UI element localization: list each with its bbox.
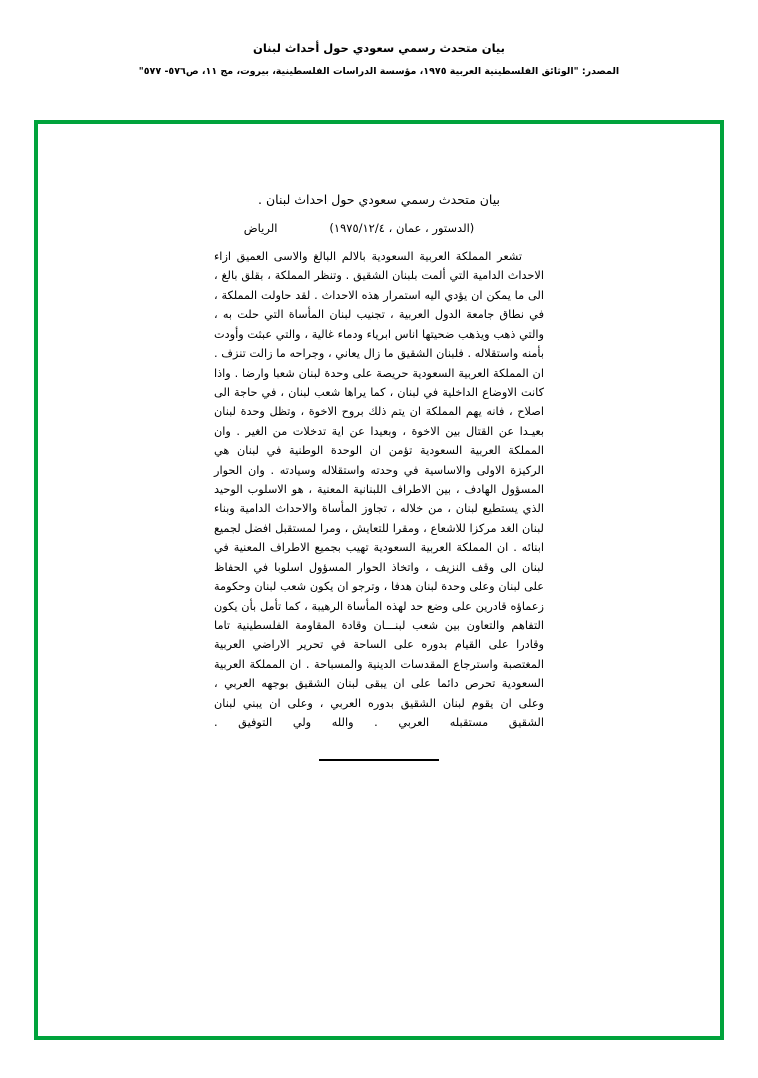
article-body [214, 247, 544, 733]
scanned-page-frame [34, 120, 724, 1040]
dateline [92, 221, 666, 235]
source-citation: المصدر: "الوثائق الفلسطينية العربية ١٩٧٥، مؤسسة الدراسات الفلسطينية، بيروت، مج ١١، ص٥٧٦- ٥٧٧" [138, 66, 620, 78]
footnote-spacer [92, 761, 666, 767]
dateline-place: الرياض [243, 221, 278, 235]
article-title: بيان متحدث رسمي سعودي حول احداث لبنان . [258, 192, 500, 207]
dateline-reference: (الدستور ، عمان ، ١٩٧٥/١٢/٤) [329, 221, 475, 235]
scanned-document-body [38, 124, 720, 1036]
body-paragraph: تشعر المملكة العربية السعودية بالالم البالغ والاسى العميق ازاء الاحداث الدامية التي ألمت بلبنان الشقيق . وتنظر المملكة ، بقلق بالغ ، الى ما يمكن ان يؤدي اليه استمرار هذه الاحداث . لقد حاولت المملكة ، في نطاق جامعة الدول العربية ، تجنيب لبنان المأساة التي حلت به ، والتي ذهب ويذهب ضحيتها اناس ابرياء ودماء غالية ، والتي عبثت وأودت بأمنه واستقلاله . فلبنان الشقيق ما زال يعاني ، وجراحه ما زالت تنزف . ان المملكة العربية السعودية حريصة على وحدة لبنان شعبا وارضا . واذا كانت الاوضاع الداخلية في لبنان ، كما يراها شعب لبنان ، في حاجة الى اصلاح ، فانه يهم المملكة ان يتم ذلك بروح الاخوة ، وتظل وحدة لبنان بعيـدا عن القتال بين الاخوة ، وبعيدا عن اية تدخلات من الغير . وان المملكة العربية السعودية تؤمن ان الوحدة الوطنية في لبنان هي الركيزة الاولى والاساسية في وحدته واستقلاله وسيادته . وان الحوار المسؤول الهادف ، بين الاطراف اللبنانية المعنية ، هو الاسلوب الوحيد الذي يستطيع لبنان ، من خلاله ، تجاوز المأساة والاحداث الدامية وبناء لبنان الغد مركزا للاشعاع ، ومقرا للتعايش ، ومرا لمستقبل افضل لجميع ابنائه . ان المملكة العربية السعودية تهيب بجميع الاطراف المعنية في لبنان الى وقف النزيف ، واتخاذ الحوار المسؤول اسلوبا في الحفاظ على لبنان وعلى وحدة لبنان هدفا ، وترجو ان يكون شعب لبنان وحكومة زعماؤه قادرين على وضع حد لهذه المأساة الرهيبة ، كما تأمل بأن يكون التفاهم والتعاون بين شعب لبنـــان وقادة المقاومة الفلسطينية تاما وقادرا على القيام بدوره على الساحة في تحرير الاراضي العربية المغتصبة واسترجاع المقدسات الدينية والمسباحة . ان المملكة العربية السعودية تحرص دائما على ان يبقى لبنان الشقيق بوجهه العربي ، وعلى ان يقوم لبنان الشقيق بدوره العربي ، وعلى ان يبني لبنان الشقيق مستقبله العربي . والله ولي التوفيق . [214, 250, 544, 730]
page-title: بيان متحدث رسمي سعودي حول أحداث لبنان [253, 41, 505, 55]
page-header [0, 0, 758, 77]
